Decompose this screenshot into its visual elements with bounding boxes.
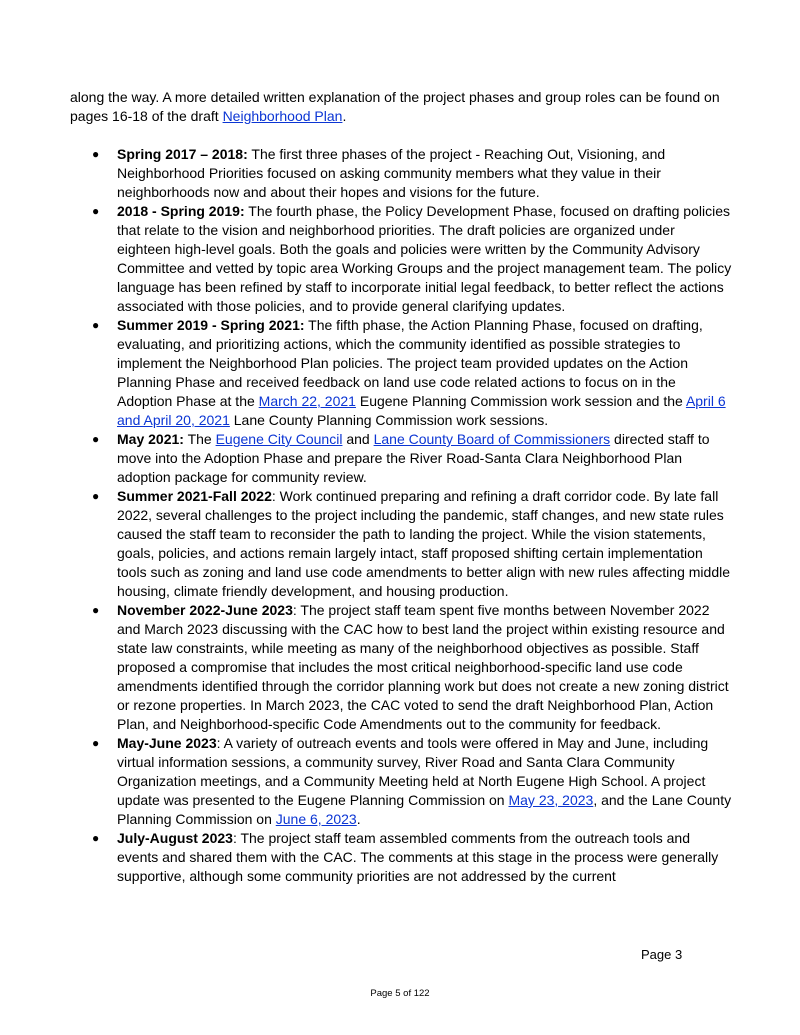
phase-item (70, 316, 732, 430)
phase-item (70, 601, 732, 734)
page-number: Page 3 (641, 947, 683, 962)
phase-label: July-August 2023 (117, 830, 233, 846)
bullet-icon: ● (92, 204, 100, 218)
phase-link[interactable]: May 23, 2023 (508, 792, 594, 808)
intro-text-end: . (342, 108, 347, 124)
phase-text: . (356, 811, 361, 827)
intro-text: along the way. A more detailed written explanation of the project phases and group roles can be found on pages 16-18 of the draft (70, 89, 720, 124)
phase-item (70, 829, 732, 886)
bullet-icon: ● (92, 432, 100, 446)
phase-link[interactable]: April 6 and April 20, 2021 (117, 393, 726, 428)
phase-link[interactable]: Lane County Board of Commissioners (373, 431, 611, 447)
phase-item (70, 430, 732, 487)
phase-text: : A variety of outreach events and tools were offered in May and June, including virtual information sessions, a community survey, River Road and Santa Clara Community Organization meetings, and a Community Meeting held at North Eugene High School. A project update was presented to the Eugene Planning Commission on (117, 735, 709, 808)
phase-text: The (183, 431, 216, 447)
phase-label: May-June 2023 (117, 735, 217, 751)
phase-item (70, 145, 732, 202)
bullet-icon: ● (92, 147, 100, 161)
phase-link[interactable]: March 22, 2021 (258, 393, 356, 409)
phase-text: The fifth phase, the Action Planning Phase, focused on drafting, evaluating, and prioritizing actions, which the community identified as possible strategies to implement the Neighborhood Plan policies. The project team provided updates on the Action Planning Phase and received feedback on land use code related actions to focus on in the Adoption Phase at the (117, 317, 703, 409)
phase-item (70, 202, 732, 316)
phase-label: 2018 - Spring 2019: (117, 203, 245, 219)
phase-item (70, 734, 732, 829)
bullet-icon: ● (92, 736, 100, 750)
phase-item (70, 487, 732, 601)
phase-text: : Work continued preparing and refining a draft corridor code. By late fall 2022, several challenges to the project including the pandemic, staff changes, and new state rules caused the staff team to reconsider the path to landing the project. While the vision statements, goals, policies, and actions remain largely intact, staff proposed shifting certain implementation tools such as zoning and land use code amendments to better align with new rules affecting middle housing, climate friendly development, and housing production. (117, 488, 730, 599)
bullet-icon: ● (92, 603, 100, 617)
phase-text: : The project staff team spent five months between November 2022 and March 2023 discussing with the CAC how to best land the project within existing resource and state law constraints, while meeting as many of the neighborhood objectives as possible. Staff proposed a compromise that includes the most critical neighborhood-specific land use code amendments identified through the corridor planning work but does not create a new zoning district or rezone properties. In March 2023, the CAC voted to send the draft Neighborhood Plan, Action Plan, and Neighborhood-specific Code Amendments out to the community for feedback. (117, 602, 729, 732)
phase-text: Eugene Planning Commission work session and the (355, 393, 686, 409)
phase-label: Summer 2019 - Spring 2021: (117, 317, 305, 333)
phase-label: Spring 2017 – 2018: (117, 146, 248, 162)
phase-list (70, 145, 732, 886)
phase-text: Lane County Planning Commission work sessions. (229, 412, 549, 428)
phase-text: The first three phases of the project - Reaching Out, Visioning, and Neighborhood Priorities focused on asking community members what they value in their neighborhoods now and about their hopes and visions for the future. (117, 146, 666, 200)
intro-paragraph (70, 88, 732, 126)
phase-text: : The project staff team assembled comments from the outreach tools and events and shared them with the CAC. The comments at this stage in the process were generally supportive, although some community priorities are not addressed by the current (117, 830, 719, 884)
bullet-icon: ● (92, 489, 100, 503)
page-footer: Page 5 of 122 (370, 988, 430, 999)
bullet-icon: ● (92, 318, 100, 332)
document-body (70, 88, 732, 886)
phase-label: Summer 2021-Fall 2022 (117, 488, 272, 504)
neighborhood-plan-link[interactable]: Neighborhood Plan (222, 108, 343, 124)
phase-label: November 2022-June 2023 (117, 602, 293, 618)
phase-text: The fourth phase, the Policy Development Phase, focused on drafting policies that relate to the vision and neighborhood priorities. The draft policies are organized under eighteen high-level goals. Both the goals and policies were written by the Community Advisory Committee and vetted by topic area Working Groups and the project management team. The policy language has been refined by staff to incorporate initial legal feedback, to better reflect the actions associated with those policies, and to provide general clarifying updates. (117, 203, 732, 314)
phase-link[interactable]: Eugene City Council (215, 431, 343, 447)
phase-text: , and the Lane County Planning Commission on (117, 792, 732, 827)
phase-link[interactable]: June 6, 2023 (275, 811, 357, 827)
phase-label: May 2021: (117, 431, 184, 447)
phase-text: and (342, 431, 374, 447)
phase-text: directed staff to move into the Adoption Phase and prepare the River Road-Santa Clara Neighborhood Plan adoption package for community review. (117, 431, 710, 485)
bullet-icon: ● (92, 831, 100, 845)
